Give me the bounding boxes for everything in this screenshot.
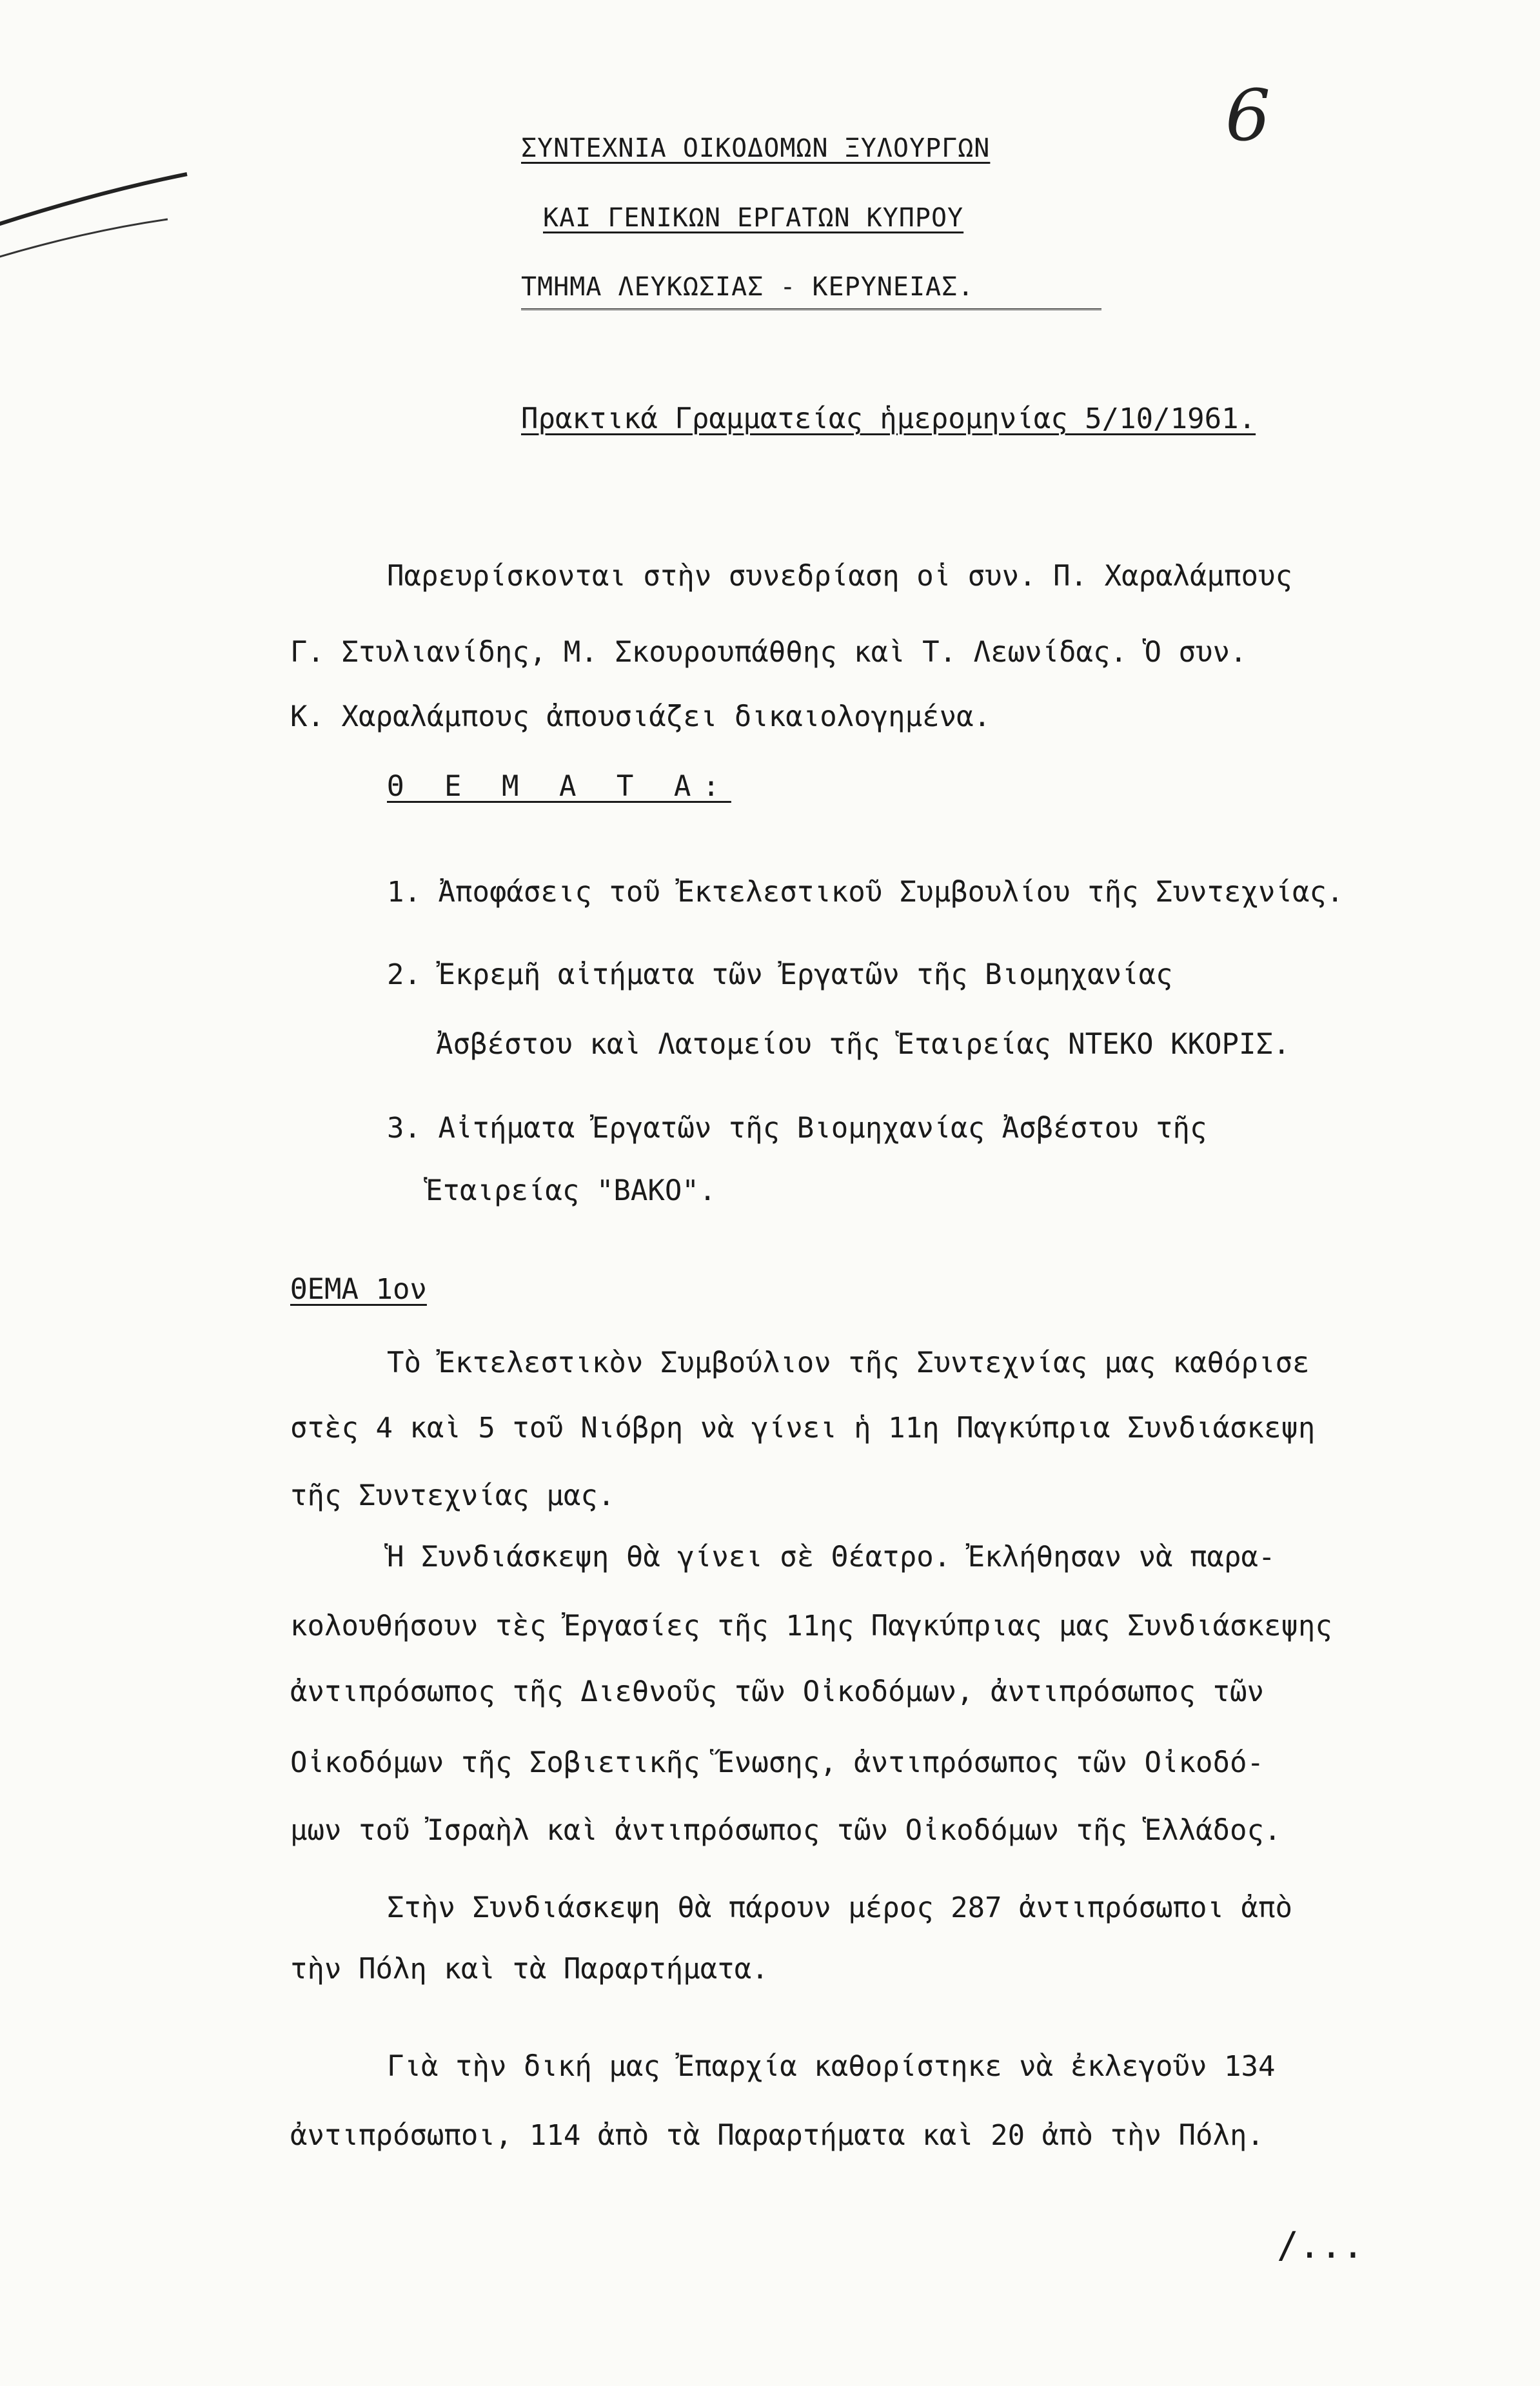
scan-edge-mark (0, 0, 245, 348)
attendance-line-1: Παρευρίσκονται στὴν συνεδρίαση οἱ συν. Π. Χαραλάμπους (387, 560, 1292, 593)
body-line-3: τῆς Συντεχνίας μας. (290, 1479, 615, 1512)
body-line-1: Τὸ Ἐκτελεστικὸν Συμβούλιον τῆς Συντεχνίας μας καθόρισε (387, 1346, 1310, 1379)
topic-3-continuation: Ἑταιρείας "ΒΑΚΟ". (426, 1174, 716, 1207)
handwritten-page-number: 6 (1225, 74, 1270, 157)
section-heading: ΘΕΜΑ 1ον (290, 1273, 427, 1306)
body-line-5: κολουθήσουν τὲς Ἐργασίες τῆς 11ης Παγκύπριας μας Συνδιάσκεψης (290, 1610, 1332, 1642)
header-line-2: ΚΑΙ ΓΕΝΙΚΩΝ ΕΡΓΑΤΩΝ ΚΥΠΡΟΥ (543, 203, 964, 233)
topic-2: 2. Ἐκρεμῆ αἰτήματα τῶν Ἐργατῶν τῆς Βιομηχανίας (387, 958, 1173, 991)
body-line-11: Γιὰ τὴν δική μας Ἐπαρχία καθορίστηκε νὰ ἐκλεγοῦν 134 (387, 2050, 1276, 2083)
body-line-4: Ἡ Συνδιάσκεψη θὰ γίνει σὲ Θέατρο. Ἐκλήθησαν νὰ παρα- (387, 1541, 1276, 1573)
topics-heading: Θ Ε Μ Α Τ Α: (387, 770, 731, 803)
topic-3: 3. Αἰτήματα Ἐργατῶν τῆς Βιομηχανίας Ἀσβέστου τῆς (387, 1112, 1207, 1145)
header-line-1: ΣΥΝΤΕΧΝΙΑ ΟΙΚΟΔΟΜΩΝ ΞΥΛΟΥΡΓΩΝ (521, 133, 991, 163)
body-line-12: ἀντιπρόσωποι, 114 ἀπὸ τὰ Παραρτήματα καὶ 20 ἀπὸ τὴν Πόλη. (290, 2119, 1264, 2152)
minutes-title: Πρακτικά Γραμματείας ἡμερομηνίας 5/10/1961. (521, 402, 1256, 435)
body-line-2: στὲς 4 καὶ 5 τοῦ Νιόβρη νὰ γίνει ἡ 11η Παγκύπρια Συνδιάσκεψη (290, 1412, 1316, 1444)
body-line-6: ἀντιπρόσωπος τῆς Διεθνοῦς τῶν Οἰκοδόμων, ἀντιπρόσωπος τῶν (290, 1675, 1264, 1708)
body-line-7: Οἰκοδόμων τῆς Σοβιετικῆς Ἕνωσης, ἀντιπρόσωπος τῶν Οἰκοδό- (290, 1746, 1264, 1779)
topic-1: 1. Ἀποφάσεις τοῦ Ἐκτελεστικοῦ Συμβουλίου τῆς Συντεχνίας. (387, 876, 1344, 909)
body-line-10: τὴν Πόλη καὶ τὰ Παραρτήματα. (290, 1953, 769, 1986)
header-line-3: ΤΜΗΜΑ ΛΕΥΚΩΣΙΑΣ - ΚΕΡΥΝΕΙΑΣ. (521, 272, 974, 302)
continuation-mark: /... (1277, 2225, 1364, 2267)
attendance-line-2: Γ. Στυλιανίδης, Μ. Σκουρουπάθθης καὶ Τ. Λεωνίδας. Ὁ συν. (290, 636, 1247, 669)
topic-2-continuation: Ἀσβέστου καὶ Λατομείου τῆς Ἑταιρείας ΝΤΕΚΟ ΚΚΟΡΙΣ. (436, 1028, 1290, 1061)
body-line-9: Στὴν Συνδιάσκεψη θὰ πάρουν μέρος 287 ἀντιπρόσωποι ἀπὸ (387, 1891, 1292, 1924)
attendance-line-3: Κ. Χαραλάμπους ἀπουσιάζει δικαιολογημένα. (290, 700, 991, 733)
header-double-rule (521, 308, 1101, 310)
body-line-8: μων τοῦ Ἰσραὴλ καὶ ἀντιπρόσωπος τῶν Οἰκοδόμων τῆς Ἑλλάδος. (290, 1814, 1281, 1847)
